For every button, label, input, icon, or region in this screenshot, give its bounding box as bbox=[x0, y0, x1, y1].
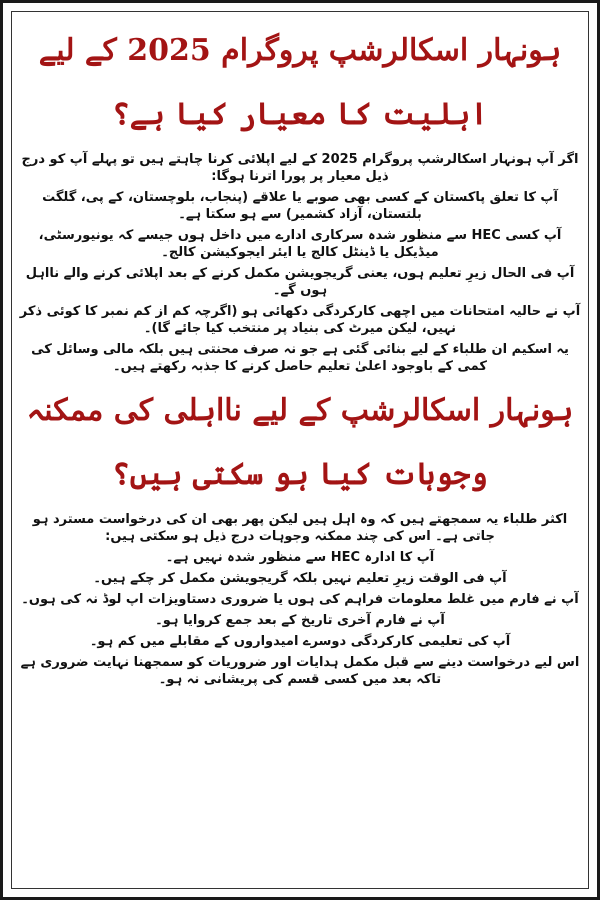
eligibility-intro: اگر آپ ہونہار اسکالرشپ پروگرام 2025 کے لیے اپلائی کرنا چاہتے ہیں تو پہلے آپ کو درج ذیل معیار پر پورا اترنا ہوگا: bbox=[21, 152, 579, 184]
disqualification-item: آپ کی تعلیمی کارکردگی دوسرے امیدواروں کے مقابلے میں کم ہو۔ bbox=[89, 634, 511, 649]
eligibility-body bbox=[17, 151, 583, 375]
disqualification-closing: اس لیے درخواست دینے سے قبل مکمل ہدایات اور ضروریات کو سمجھنا نہایت ضروری ہے تاکہ بعد میں کسی قسم کی پریشانی نہ ہو۔ bbox=[20, 655, 580, 687]
disqualification-intro: اکثر طلباء یہ سمجھتے ہیں کہ وہ اہل ہیں لیکن پھر بھی ان کی درخواست مسترد ہو جاتی ہے۔ اس کی چند ممکنہ وجوہات درج ذیل ہو سکتی ہیں: bbox=[32, 512, 568, 544]
eligibility-heading-line1: ہونہار اسکالرشپ پروگرام 2025 کے لیے bbox=[38, 33, 562, 68]
disqualification-heading-line2: وجوہات کیا ہو سکتی ہیں؟ bbox=[112, 457, 488, 492]
eligibility-item: آپ کا تعلق پاکستان کے کسی بھی صوبے یا علاقے (پنجاب، بلوچستان، کے پی، گلگت بلتستان، آزاد کشمیر) سے ہو سکتا ہے۔ bbox=[42, 190, 558, 222]
disqualification-item: آپ نے فارم میں غلط معلومات فراہم کی ہوں یا ضروری دستاویزات اپ لوڈ نہ کی ہوں۔ bbox=[21, 592, 579, 607]
eligibility-section bbox=[17, 19, 583, 375]
eligibility-heading-line2: اہلیت کا معیار کیا ہے؟ bbox=[112, 97, 488, 132]
eligibility-item: یہ اسکیم ان طلباء کے لیے بنائی گئی ہے جو نہ صرف محنتی ہیں بلکہ مالی وسائل کی کمی کے باوجود اعلیٰ تعلیم حاصل کرنے کا جذبہ رکھتے ہیں۔ bbox=[31, 342, 569, 374]
disqualification-item: آپ کا ادارہ HEC سے منظور شدہ نہیں ہے۔ bbox=[165, 550, 435, 565]
disqualification-body bbox=[17, 511, 583, 688]
eligibility-item: آپ نے حالیہ امتحانات میں اچھی کارکردگی دکھائی ہو (اگرچہ کم از کم نمبر کا کوئی ذکر نہیں، لیکن میرٹ کی بنیاد پر منتخب کیا جائے گا)۔ bbox=[19, 304, 581, 336]
poster-content bbox=[17, 15, 583, 887]
disqualification-item: آپ فی الوقت زیرِ تعلیم نہیں بلکہ گریجویشن مکمل کر چکے ہیں۔ bbox=[93, 571, 507, 586]
eligibility-item: آپ کسی HEC سے منظور شدہ سرکاری ادارے میں داخل ہوں جیسے کہ یونیورسٹی، میڈیکل یا ڈینٹل کالج یا ایئر ایجوکیشن کالج۔ bbox=[38, 228, 562, 260]
eligibility-item: آپ فی الحال زیرِ تعلیم ہوں، یعنی گریجویشن مکمل کرنے کے بعد اپلائی کرنے والے نااہل ہوں گے۔ bbox=[25, 266, 575, 298]
disqualification-section bbox=[17, 379, 583, 688]
disqualification-heading-line1: ہونہار اسکالرشپ کے لیے نااہلی کی ممکنہ bbox=[26, 393, 574, 428]
disqualification-item: آپ نے فارم آخری تاریخ کے بعد جمع کروایا ہو۔ bbox=[155, 613, 445, 628]
